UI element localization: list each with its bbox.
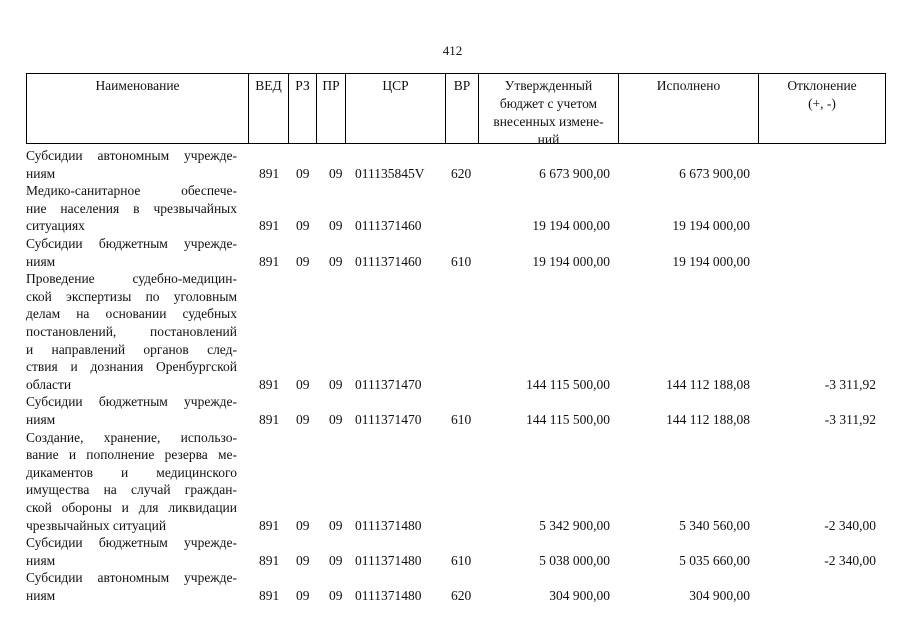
row-budget: 5 342 900,00 — [539, 517, 610, 533]
row-ved: 891 — [259, 253, 280, 269]
header-deviation: Отклонение (+, -) — [787, 78, 857, 111]
row-name-line: ниям — [26, 165, 56, 181]
table-row — [0, 393, 905, 428]
row-executed: 19 194 000,00 — [672, 253, 750, 269]
table-row — [0, 569, 905, 604]
row-name-line: Создание, хранение, использо- — [26, 429, 237, 445]
row-rz: 09 — [296, 517, 310, 533]
row-pr: 09 — [329, 376, 343, 392]
row-name-line: Проведение судебно-медицин- — [26, 271, 237, 287]
row-name-line: вание и пополнение резерва ме- — [26, 447, 237, 463]
row-name — [26, 182, 237, 235]
header-name: Наименование — [27, 74, 249, 143]
row-budget: 144 115 500,00 — [526, 411, 610, 427]
row-name-line: и направлений органов след- — [26, 341, 237, 357]
row-ved: 891 — [259, 218, 280, 234]
row-deviation: -3 311,92 — [824, 411, 876, 427]
row-name-line: дикаментов и медицинского — [26, 464, 237, 480]
row-budget: 19 194 000,00 — [532, 253, 610, 269]
row-csr: 0111371460 — [355, 253, 422, 269]
row-name-line: делам на основании судебных — [26, 306, 237, 322]
row-executed: 144 112 188,08 — [666, 376, 750, 392]
row-name — [26, 429, 237, 535]
row-name-line: чрезвычайных ситуаций — [26, 517, 167, 533]
row-deviation: -2 340,00 — [824, 517, 876, 533]
row-csr: 0111371470 — [355, 411, 422, 427]
row-csr: 0111371480 — [355, 517, 422, 533]
header-executed: Исполнено — [619, 74, 759, 143]
row-pr: 09 — [329, 552, 343, 568]
row-rz: 09 — [296, 552, 310, 568]
row-pr: 09 — [329, 253, 343, 269]
row-pr: 09 — [329, 587, 343, 603]
row-name-line: Медико-санитарное обеспече- — [26, 183, 237, 199]
header-rz: РЗ — [289, 74, 317, 143]
row-name-line: ниям — [26, 552, 56, 568]
row-deviation: -2 340,00 — [824, 552, 876, 568]
row-rz: 09 — [296, 411, 310, 427]
row-name — [26, 270, 237, 393]
row-budget: 19 194 000,00 — [532, 218, 610, 234]
row-name-line: ниям — [26, 587, 56, 603]
table-row — [0, 147, 905, 182]
row-pr: 09 — [329, 517, 343, 533]
row-budget: 5 038 000,00 — [539, 552, 610, 568]
row-name-line: области — [26, 376, 72, 392]
header-pr: ПР — [317, 74, 346, 143]
row-name-line: Субсидии бюджетным учрежде- — [26, 535, 237, 551]
row-ved: 891 — [259, 411, 280, 427]
row-pr: 09 — [329, 411, 343, 427]
row-csr: 0111371480 — [355, 587, 422, 603]
header-budget: Утвержденный бюджет с учетом внесенных измене- ний — [479, 74, 619, 143]
row-vr: 620 — [451, 587, 472, 603]
row-csr: 011135845V — [355, 165, 425, 181]
row-name-line: постановлений, постановлений — [26, 323, 237, 339]
row-name-line: ской обороны и для ликвидации — [26, 499, 237, 515]
table-row — [0, 534, 905, 569]
row-ved: 891 — [259, 376, 280, 392]
row-vr: 610 — [451, 253, 472, 269]
row-name-line: ской экспертизы по уголовным — [26, 288, 237, 304]
row-executed: 19 194 000,00 — [672, 218, 750, 234]
row-ved: 891 — [259, 517, 280, 533]
row-rz: 09 — [296, 587, 310, 603]
row-rz: 09 — [296, 253, 310, 269]
row-pr: 09 — [329, 165, 343, 181]
row-ved: 891 — [259, 552, 280, 568]
table-row — [0, 270, 905, 393]
header-vr: ВР — [446, 74, 479, 143]
row-rz: 09 — [296, 376, 310, 392]
row-executed: 304 900,00 — [689, 587, 750, 603]
page-number: 412 — [442, 43, 463, 58]
row-deviation: -3 311,92 — [824, 376, 876, 392]
row-vr: 610 — [451, 411, 472, 427]
row-executed: 5 035 660,00 — [679, 552, 750, 568]
row-csr: 0111371480 — [355, 552, 422, 568]
table-row — [0, 235, 905, 270]
row-ved: 891 — [259, 587, 280, 603]
row-name-line: ниям — [26, 253, 56, 269]
row-name-line: Субсидии автономным учрежде- — [26, 570, 237, 586]
row-ved: 891 — [259, 165, 280, 181]
row-name — [26, 534, 237, 569]
table-row — [0, 182, 905, 235]
row-name — [26, 393, 237, 428]
row-budget: 144 115 500,00 — [526, 376, 610, 392]
row-executed: 144 112 188,08 — [666, 411, 750, 427]
row-name-line: имущества на случай граждан- — [26, 482, 237, 498]
row-executed: 5 340 560,00 — [679, 517, 750, 533]
row-name — [26, 147, 237, 182]
row-name-line: ниям — [26, 411, 56, 427]
header-ved: ВЕД — [249, 74, 289, 143]
row-name — [26, 235, 237, 270]
row-name-line: ствия и дознания Оренбургской — [26, 359, 237, 375]
row-rz: 09 — [296, 218, 310, 234]
row-csr: 0111371460 — [355, 218, 422, 234]
row-executed: 6 673 900,00 — [679, 165, 750, 181]
row-name-line: ние населения в чрезвычайных — [26, 200, 237, 216]
row-name-line: ситуациях — [26, 218, 85, 234]
row-rz: 09 — [296, 165, 310, 181]
row-vr: 610 — [451, 552, 472, 568]
row-budget: 6 673 900,00 — [539, 165, 610, 181]
row-name-line: Субсидии бюджетным учрежде- — [26, 236, 237, 251]
row-vr: 620 — [451, 165, 472, 181]
row-pr: 09 — [329, 218, 343, 234]
header-csr: ЦСР — [346, 74, 446, 143]
row-budget: 304 900,00 — [549, 587, 610, 603]
table-row — [0, 429, 905, 535]
row-name-line: Субсидии бюджетным учрежде- — [26, 394, 237, 410]
row-name — [26, 569, 237, 604]
row-csr: 0111371470 — [355, 376, 422, 392]
row-name-line: Субсидии автономным учрежде- — [26, 148, 237, 163]
